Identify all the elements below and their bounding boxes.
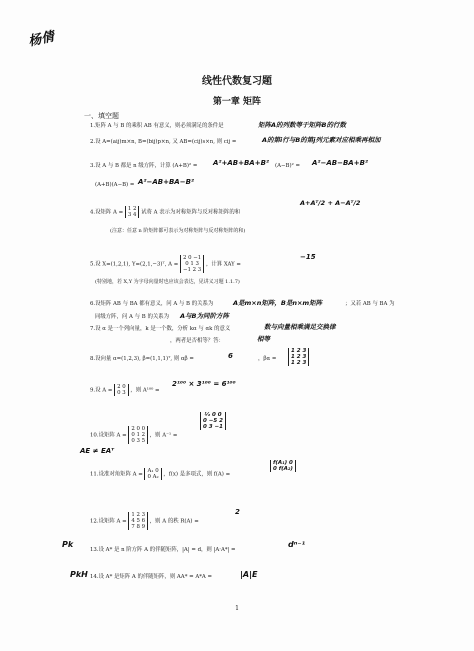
chapter-heading: 第一章 矩阵 bbox=[212, 97, 262, 107]
answer-8: 6 bbox=[228, 352, 233, 360]
question-text: 3.设 A 与 B 都是 n 级方阵，计算 (A+B)² = bbox=[90, 163, 198, 169]
question-5-note: (特别地，若 X,Y 为字母向量时也应该会表达，见讲义习题 1.1.7) bbox=[95, 279, 240, 285]
question-3b: (A+B)(A−B) = bbox=[95, 182, 135, 188]
question-14 bbox=[90, 574, 212, 581]
question-text: 9.设 A = bbox=[90, 387, 113, 394]
answer-6: A是m×n矩阵，B是n×m矩阵 bbox=[233, 299, 323, 307]
question-7 bbox=[90, 326, 230, 333]
page-number: 1 bbox=[235, 605, 239, 612]
question-3 bbox=[90, 163, 197, 170]
handwritten-note-11: AE ≠ EAᵀ bbox=[80, 447, 115, 455]
matrix-A: 2 0 −1 0 1 3 −1 2 3 bbox=[180, 255, 204, 273]
question-text-2: ，则 A⁻¹ = bbox=[149, 432, 178, 439]
answer-2: A的第i行与B的第j列元素对应相乘再相加 bbox=[262, 136, 381, 144]
question-text: 7.设 α 是一个列向量，k 是一个数，分析 kα 与 αk 的意义 bbox=[90, 326, 231, 332]
question-6c: 同级方阵，问 A 与 B 的关系为 bbox=[95, 314, 170, 320]
answer-4: A+Aᵀ/2 + A−Aᵀ/2 bbox=[300, 199, 361, 207]
question-text-2: ，则 A 的秩 R(A) = bbox=[149, 518, 199, 525]
handwritten-signature: 杨倩 bbox=[27, 29, 56, 50]
question-text: 4.设矩阵 A = bbox=[90, 209, 124, 216]
question-text-2: ，计算 XAY = bbox=[205, 261, 241, 268]
matrix-A-inverse: ½ 0 0 0 −5 2 0 3 −1 bbox=[200, 412, 226, 430]
answer-6b: A与B为同阶方阵 bbox=[180, 312, 229, 320]
question-8b: ，βα = bbox=[258, 356, 277, 362]
question-text-2: ，f(x) 是多项式，则 f(A) = bbox=[163, 471, 231, 478]
answer-13: dⁿ⁻¹ bbox=[288, 540, 306, 549]
question-6 bbox=[90, 301, 213, 308]
question-13 bbox=[90, 547, 236, 554]
question-4 bbox=[90, 206, 240, 218]
margin-note-14: PkH bbox=[70, 570, 88, 579]
matrix-A: 2 0 0 3 bbox=[114, 384, 129, 396]
question-text-2: ，则 A¹⁰⁰ = bbox=[130, 387, 160, 394]
answer-5: −15 bbox=[300, 253, 316, 261]
question-text: 1.矩阵 A 与 B 的乘积 AB 有意义，则必须满足的条件是 bbox=[90, 123, 224, 129]
question-7b: ，两者是否相等？答： bbox=[170, 338, 224, 344]
answer-7b: 相等 bbox=[257, 335, 270, 343]
matrix-A: 2 0 0 0 1 2 0 3 5 bbox=[128, 426, 148, 444]
question-text: 5.设 X=(1,2,1), Y=(2,1,−3)ᵀ, A = bbox=[90, 261, 179, 268]
answer-10-matrix bbox=[200, 412, 226, 430]
answer-11-matrix bbox=[270, 460, 296, 472]
matrix-fA: f(A₁) 0 0 f(A₂) bbox=[270, 460, 296, 472]
question-2 bbox=[90, 139, 236, 146]
matrix-beta-alpha: 1 2 3 1 2 3 1 2 3 bbox=[288, 348, 309, 366]
answer-3a: A²+AB+BA+B² bbox=[213, 159, 269, 167]
matrix-A-block: A₁ 0 0 A₂ bbox=[144, 468, 161, 480]
question-12 bbox=[90, 512, 199, 530]
answer-14: |A|E bbox=[240, 570, 258, 579]
answer-7: 数与向量相乘满足交换律 bbox=[264, 323, 336, 331]
question-text-2: 试将 A 表示为对称矩阵与反对称矩阵的和 bbox=[141, 209, 241, 216]
answer-8b-matrix bbox=[288, 348, 309, 366]
question-text: 11.设准对角矩阵 A = bbox=[90, 471, 143, 478]
question-4-note: (注意：任意 n 阶矩阵都可表示为对称矩阵与反对称矩阵的和) bbox=[110, 228, 246, 234]
question-3-mid: (A−B)² = bbox=[275, 163, 300, 169]
question-9 bbox=[90, 384, 160, 396]
question-8 bbox=[90, 356, 194, 363]
question-text: 10.设矩阵 A = bbox=[90, 432, 127, 439]
matrix-A: 1 2 3 4 bbox=[125, 206, 140, 218]
question-11 bbox=[90, 468, 230, 480]
answer-9: 2¹⁰⁰ × 3¹⁰⁰ = 6¹⁰⁰ bbox=[172, 380, 236, 388]
margin-note-13: Pk bbox=[62, 540, 74, 549]
question-text: 6.设矩阵 AB 与 BA 都有意义，问 A 与 B 的关系为 bbox=[90, 301, 214, 307]
answer-3b: A²−AB−BA+B² bbox=[312, 159, 368, 167]
matrix-A: 1 2 3 4 5 6 7 8 9 bbox=[128, 512, 148, 530]
question-5 bbox=[90, 255, 241, 273]
question-6b: ；又若 AB 与 BA 为 bbox=[345, 301, 395, 307]
question-1 bbox=[90, 123, 224, 130]
question-10 bbox=[90, 426, 177, 444]
question-text: 8.设向量 α=(1,2,3), β=(1,1,1)ᵀ, 则 αβ = bbox=[90, 356, 194, 362]
answer-1: 矩阵A的列数等于矩阵B的行数 bbox=[258, 121, 346, 129]
question-text: 13.设 A* 是 n 阶方阵 A 的伴随矩阵，|A| = d，则 |A·A*| = bbox=[90, 547, 236, 553]
section-heading: 一、填空题 bbox=[84, 112, 119, 120]
question-text: 14.设 A* 是矩阵 A 的伴随矩阵，则 AA* = A*A = bbox=[90, 574, 213, 580]
answer-3c: A²−AB+BA−B² bbox=[138, 178, 194, 186]
question-text: 12.设矩阵 A = bbox=[90, 518, 127, 525]
answer-12: 2 bbox=[235, 508, 240, 516]
page-title: 线性代数复习题 bbox=[202, 76, 272, 87]
question-text: 2.设 A=(aij)m×n, B=(bij)p×n, 又 AB=(cij)s×n, 则 cij = bbox=[90, 139, 237, 145]
